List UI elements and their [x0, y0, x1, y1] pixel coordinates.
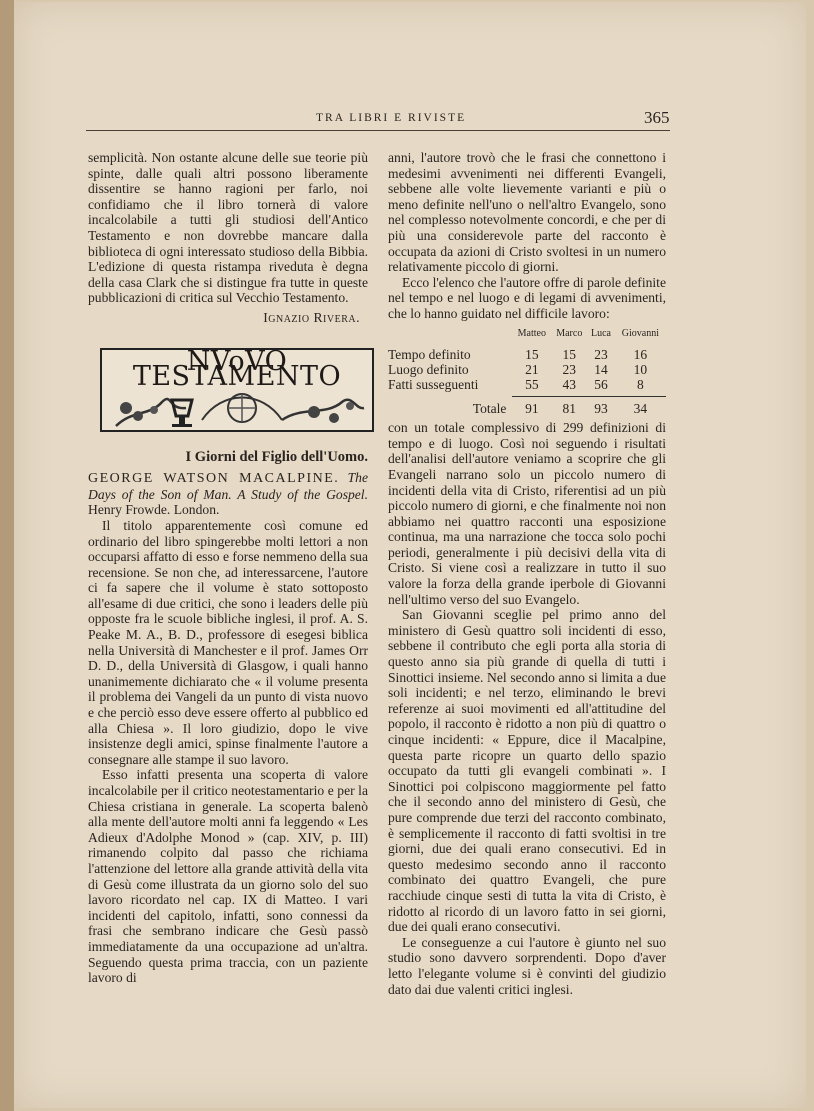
reviewer-signature: Ignazio Rivera.	[263, 309, 360, 325]
running-head: TRA LIBRI E RIVISTE	[316, 112, 467, 124]
table-cell: 81	[562, 401, 577, 417]
table-header-cell: Giovanni	[621, 327, 659, 339]
body-paragraph: Il titolo apparentemente così comune ed ordinario del libro spingerebbe molti lettori a non occuparsi affatto di esso e forse nemmeno della sua recensione. Se non che, ad interessarcene, l'autore ci fa sapere che il volume è stato sottoposto all'esame di due critici, che sono i leaders delle più opposte fra le scuole bibliche inglesi, il prof. A. S. Peake M. A., B. D., professore di esegesi biblica nella Università di Manchester e il prof. James Orr D. D., della Università di Glasgow, i quali hanno unanimemente dichiarato che « il volume presenta il problema dei Vangeli da un punto di vista nuovo e che perciò esso deve essere offerto al pubblico ed alla Chiesa ». Il loro giudizio, dopo le vive insistenze degli amici, spinse finalmente l'autore a consegnare alle stampe il suo lavoro.	[88, 517, 368, 767]
row-label: Fatti susseguenti	[388, 377, 479, 393]
table-cell: 15	[562, 347, 577, 363]
table-cell: 23	[562, 362, 577, 378]
row-label: Tempo definito	[388, 347, 471, 363]
table-cell: 43	[551, 377, 587, 397]
table-cell: 10	[633, 362, 648, 378]
body-paragraph: San Giovanni sceglie pel primo anno del ministero di Gesù quattro soli incidenti di esso, sebbene il contributo che egli porta alla storia di questo anno sia più grande di quella di tutti i Sinottici insieme. Nel secondo anno si limita a due soli incidenti; e nel terzo, eliminando le brevi referenze ai suoi movimenti ed all'attitudine del popolo, il racconto è ridotto a non più di quattro o cinque incidenti: « Eppure, dice il Macalpine, questa parte ricopre un quarto dello spazio occupato da tutti gli evangeli combinati ». I Sinottici poi colpiscono maggiormente pel fatto che il secondo anno del ministero di Gesù, che pure comprende due terzi del racconto combinato, è semplicemente il racconto di fatti svoltisi in tre giorni, due dei quali erano consecutivi. Ed in questo medesimo secondo anno il racconto combinato dei quattro Evangeli, che pure racchiude cinque sesti di tutta la vita di Cristo, è ridotto al ricordo di un lavoro fatto in sei giorni, due dei quali erano consecutivi.	[388, 607, 666, 935]
table-cell: 14	[594, 362, 608, 378]
table-header-cell: Luca	[590, 327, 611, 339]
body-paragraph: Esso infatti presenta una scoperta di valore incalcolabile per il critico neotestamentario e per la Chiesa cristiana in generale. La scoperta balenò alla mente dell'autore molti anni fa leggendo « Les Adieux d'Adolphe Monod » (cap. XIV, p. III) rimanendo colpito dal passo che richiama l'attenzione del lettore alla grande attività della vita di Gesù come illustrata da un giorno solo del suo lavoro ricordato nel cap. IX di Matteo. I vari incidenti del capitolo, infatti, sono connessi da frasi che sembrano indicare che Gesù passò immediatamente da una occupazione ad un'altra. Seguendo questa prima traccia, con un paziente lavoro di	[88, 767, 368, 986]
table-total-row	[388, 397, 666, 417]
body-paragraph: con un totale complessivo di 299 definizioni di tempo e di luogo. Così noi seguendo i risultati dell'analisi dell'autore veniamo a scoprire che gli Evangeli narrano solo un piccolo numero di incidenti della vita di Cristo, riferentisi ad un più piccolo numero di giorni, e che finalmente noi non abbiamo nei quattro racconti una esposizione continua, ma una narrazione che tocca solo pochi periodi, generalmente i più decisivi della vita di Cristo. Si viene così a realizzare in tutto il suo valore la forza della grande iperbole di Giovanni nell'ultimo verso del suo Evangelo.	[388, 420, 666, 607]
body-paragraph: Le conseguenze a cui l'autore è giunto nel suo studio sono davvero sorprendenti. Dopo d'aver letto l'elegante volume si è convinti del giudizio dato dai due valenti critici inglesi.	[388, 934, 666, 997]
table-cell: 34	[633, 401, 648, 417]
table-cell: 15	[525, 347, 539, 363]
table-row	[388, 377, 666, 397]
table-header-row	[388, 326, 666, 348]
book-spine-edge	[0, 0, 14, 1111]
table-cell: 8	[615, 377, 666, 397]
header-rule	[86, 130, 670, 131]
section-banner	[100, 348, 374, 432]
banner-title: NVoVO TESTAMENTO	[132, 347, 342, 393]
table-header-cell: Matteo	[517, 327, 546, 339]
left-column	[88, 150, 368, 986]
table-cell: 16	[633, 347, 648, 363]
citation-title: The Days of the Son of Man. A Study of the Gospel.	[88, 470, 368, 502]
table-row	[388, 347, 666, 362]
book-citation	[88, 470, 368, 518]
table-cell: 93	[594, 401, 608, 417]
citation-author: GEORGE WATSON MACALPINE.	[88, 471, 340, 487]
table-cell: 21	[525, 362, 539, 378]
gospel-statistics-table	[388, 326, 666, 417]
page-number: 365	[644, 108, 670, 127]
table-row	[388, 362, 666, 377]
table-cell: 91	[525, 401, 539, 417]
body-paragraph: anni, l'autore trovò che le frasi che connettono i medesimi avvenimenti nei differenti Evangeli, sebbene alle volte lievemente varianti e più o meno definite nell'uno o nell'altro Evangelo, sono nel complesso notevolmente concordi, e che per di più una considerevole parte del racconto è occupata da azioni di Cristo svoltesi in un numero relativamente piccolo di giorni.	[388, 150, 666, 275]
total-label: Totale	[472, 400, 507, 416]
table-cell: 55	[512, 377, 551, 397]
table-cell: 56	[587, 377, 615, 397]
body-paragraph: Ecco l'elenco che l'autore offre di parole definite nel tempo e nel luogo e di legami di avvenimenti, che lo hanno guidato nel difficile lavoro:	[388, 274, 666, 321]
table-header-cell: Marco	[556, 327, 583, 339]
citation-publisher: Henry Frowde. London.	[88, 502, 220, 518]
row-label: Luogo definito	[388, 362, 469, 378]
article-title: I Giorni del Figlio dell'Uomo.	[185, 448, 368, 465]
right-column	[388, 150, 666, 997]
review-ending-paragraph: semplicità. Non ostante alcune delle sue teorie più spinte, dalle quali altri possono liberamente dissentire se hanno ragioni per farlo, noi confidiamo che il libro tornerà di valore incalcolabile a tutti gli studiosi dell'Antico Testamento e non dovrebbe mancare dalla biblioteca di ogni interessato studioso della Bibbia. L'edizione di questa ristampa riveduta è degna della casa Clark che si distingue fra tutte in queste pubblicazioni di critica sul Vecchio Testamento.	[88, 150, 368, 306]
table-cell: 23	[594, 347, 608, 363]
